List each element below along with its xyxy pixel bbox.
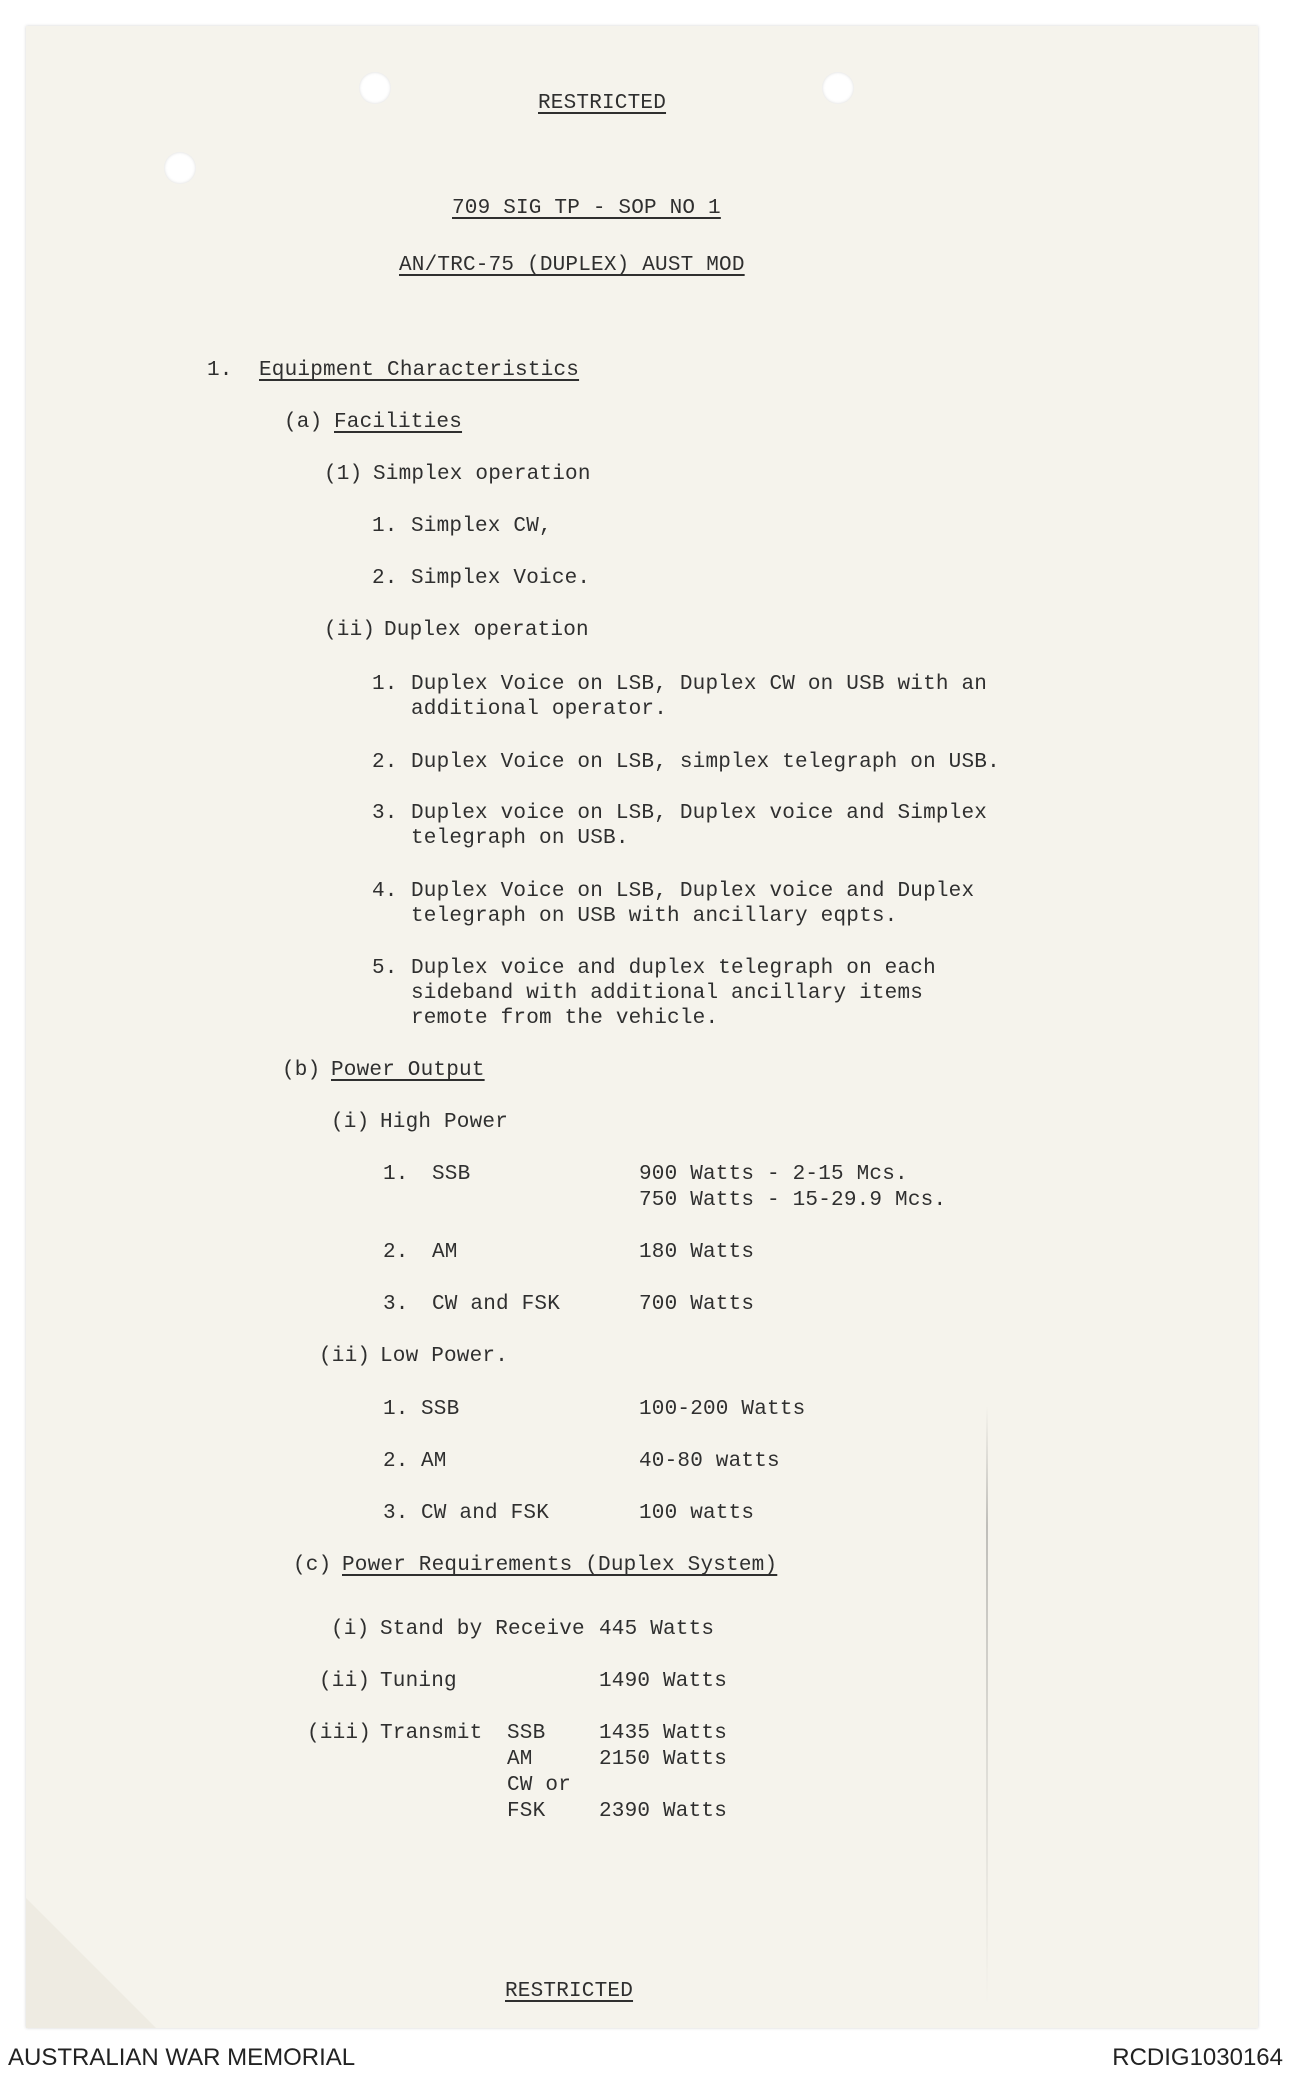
power-requirements-label: (c): [293, 1554, 332, 1577]
power-row-number: 2.: [383, 1450, 409, 1473]
standby-label: (i): [331, 1618, 370, 1641]
power-row-value: 750 Watts - 15-29.9 Mcs.: [639, 1189, 947, 1212]
power-row-mode: AM: [421, 1450, 447, 1473]
power-row-mode: CW and FSK: [432, 1293, 561, 1316]
simplex-item-number: 1.: [372, 515, 398, 538]
section-heading: Equipment Characteristics: [259, 359, 580, 382]
punch-hole-side: [164, 152, 196, 184]
power-row-number: 1.: [383, 1398, 409, 1421]
standby-value: 445 Watts: [599, 1618, 715, 1641]
punch-hole-right: [822, 72, 854, 104]
simplex-item-text: Simplex Voice.: [411, 567, 591, 590]
duplex-item-line: Duplex Voice on LSB, simplex telegraph on USB.: [411, 751, 1000, 774]
footer-classification: RESTRICTED: [505, 1980, 634, 2003]
header-classification: RESTRICTED: [538, 92, 667, 115]
tuning-text: Tuning: [380, 1670, 457, 1693]
transmit-mode: FSK: [507, 1800, 546, 1823]
folded-corner: [26, 1898, 156, 2028]
low-power-heading: Low Power.: [380, 1345, 509, 1368]
tuning-value: 1490 Watts: [599, 1670, 728, 1693]
duplex-item-line: Duplex voice and duplex telegraph on each: [411, 957, 936, 980]
standby-text: Stand by Receive: [380, 1618, 585, 1641]
power-row-value: 900 Watts - 2-15 Mcs.: [639, 1163, 908, 1186]
facilities-heading: Facilities: [334, 411, 463, 434]
simplex-heading: Simplex operation: [373, 463, 591, 486]
power-row-number: 3.: [383, 1293, 409, 1316]
duplex-item-line: Duplex Voice on LSB, Duplex voice and Duplex: [411, 880, 975, 903]
power-requirements-heading: Power Requirements (Duplex System): [342, 1554, 778, 1577]
duplex-item-line: telegraph on USB.: [411, 827, 629, 850]
power-row-number: 2.: [383, 1241, 409, 1264]
simplex-label: (1): [324, 463, 363, 486]
power-row-value: 40-80 watts: [639, 1450, 780, 1473]
duplex-item-line: Duplex voice on LSB, Duplex voice and Simplex: [411, 802, 988, 825]
section-number: 1.: [207, 359, 233, 382]
duplex-item-number: 2.: [372, 751, 398, 774]
power-row-number: 3.: [383, 1502, 409, 1525]
transmit-label: (iii): [307, 1722, 372, 1745]
transmit-mode: CW or: [507, 1774, 572, 1797]
transmit-value: 2390 Watts: [599, 1800, 728, 1823]
duplex-item-number: 3.: [372, 802, 398, 825]
duplex-item-number: 4.: [372, 880, 398, 903]
duplex-item-line: Duplex Voice on LSB, Duplex CW on USB with an: [411, 673, 988, 696]
power-row-mode: AM: [432, 1241, 458, 1264]
transmit-mode: SSB: [507, 1722, 546, 1745]
simplex-item-text: Simplex CW,: [411, 515, 552, 538]
power-row-value: 700 Watts: [639, 1293, 755, 1316]
power-row-mode: CW and FSK: [421, 1502, 550, 1525]
power-row-value: 100 watts: [639, 1502, 755, 1525]
archive-id: RCDIG1030164: [1112, 2044, 1283, 2071]
duplex-item-line: sideband with additional ancillary items: [411, 982, 924, 1005]
high-power-heading: High Power: [380, 1111, 509, 1134]
punch-hole-left: [359, 72, 391, 104]
transmit-text: Transmit: [380, 1722, 483, 1745]
transmit-value: 2150 Watts: [599, 1748, 728, 1771]
power-output-heading: Power Output: [331, 1059, 485, 1082]
tuning-label: (ii): [319, 1670, 371, 1693]
power-row-value: 100-200 Watts: [639, 1398, 806, 1421]
power-row-value: 180 Watts: [639, 1241, 755, 1264]
power-output-label: (b): [282, 1059, 321, 1082]
high-power-label: (i): [331, 1111, 370, 1134]
duplex-item-line: telegraph on USB with ancillary eqpts.: [411, 905, 898, 928]
low-power-label: (ii): [319, 1345, 371, 1368]
document-page: [26, 26, 1258, 2028]
power-row-number: 1.: [383, 1163, 409, 1186]
duplex-item-line: additional operator.: [411, 698, 668, 721]
simplex-item-number: 2.: [372, 567, 398, 590]
power-row-mode: SSB: [432, 1163, 471, 1186]
document-subtitle: AN/TRC-75 (DUPLEX) AUST MOD: [399, 254, 745, 277]
duplex-heading: Duplex operation: [384, 619, 589, 642]
transmit-value: 1435 Watts: [599, 1722, 728, 1745]
paper-crease: [986, 1406, 988, 2006]
archive-name: AUSTRALIAN WAR MEMORIAL: [8, 2044, 356, 2071]
duplex-label: (ii): [324, 619, 376, 642]
document-title: 709 SIG TP - SOP NO 1: [452, 197, 721, 220]
duplex-item-line: remote from the vehicle.: [411, 1007, 719, 1030]
duplex-item-number: 1.: [372, 673, 398, 696]
transmit-mode: AM: [507, 1748, 533, 1771]
duplex-item-number: 5.: [372, 957, 398, 980]
facilities-label: (a): [284, 411, 323, 434]
power-row-mode: SSB: [421, 1398, 460, 1421]
